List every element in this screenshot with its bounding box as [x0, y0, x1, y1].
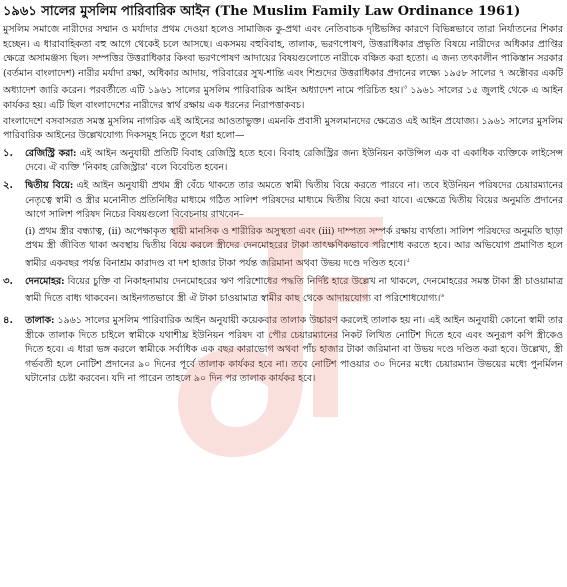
footnote-marker: ৩ — [403, 84, 408, 92]
list-item — [3, 314, 563, 387]
item-label: তালাক: — [25, 315, 55, 327]
item-body — [25, 147, 563, 176]
item-text: এই আইন অনুযায়ী প্রতিটি বিবাহ রেজিস্ট্রি হতে হবে। বিবাহ রেজিস্ট্রির জন্য ইউনিয়ন কাউন্সিল এক বা একাধিক ব্যক্তিকে লাইসেন্স দেবে। ঐ ব্যক্তি 'নিকাহ রেজিস্ট্রার' বলে বিবেচিত হবেন। — [25, 147, 563, 174]
footnote-marker: ৫ — [405, 257, 410, 265]
item-text: বিয়ের চুক্তি বা নিকাহনামায় দেনমোহরের ঋণ পরিশোধের পদ্ধতি নির্দিষ্ট হারে উল্লেখ না থাকলে, দেনমোহরের সমস্ত টাকা স্ত্রী চাওয়ামাত্র স্বামী দিতে বাধ্য থাকবেন। আইনগতভাবে স্ত্রী ঐ টাকা চাওয়ামাত্র স্বামীর কাছ থেকে আদায়যোগ্য বা পরিশোধযোগ্য। — [25, 275, 563, 305]
item-body — [25, 179, 563, 272]
scope-paragraph: বাংলাদেশে বসবাসরত সমস্ত মুসলিম নাগরিক এই আইনের আওতাভুক্ত। এমনকি প্রবাসী মুসলমানদের ক্ষেত্রেও এই আইন প্রযোজ্য। ১৯৬১ সালের মুসলিম পারিবারিক আইনের উল্লেখযোগ্য দিকসমূহ নিচে তুলে ধরা হলো— — [3, 115, 563, 142]
item-number: ৩. — [3, 275, 13, 287]
item-text: এই আইন অনুযায়ী প্রথম স্ত্রী বেঁচে থাকতে তার অমতে স্বামী দ্বিতীয় বিয়ে করতে পারবে না। তবে ইউনিয়ন পরিষদের চেয়ারম্যানের নেতৃত্বে স্বামী ও স্ত্রীর মনোনীত প্রতিনিধির মাধ্যমে গঠিত সালিশ পরিষদের মাধ্যমে দ্বিতীয় বিয়ে করা যাবে। এক্ষেত্রে দ্বিতীয় বিয়ের অনুমতি প্রদানের আগে সালিশ পরিষদ নিচের বিষয়গুলো বিবেচনায় রাখবেন– — [25, 180, 563, 221]
item-subtext: (i) প্রথম স্ত্রীর বন্ধ্যাত্ব, (ii) অপেক্ষাকৃত স্থায়ী মানসিক ও শারীরিক অসুস্থতা এবং (iii) দাম্পত্য সম্পর্ক রক্ষায় ব্যর্থতা। সালিশ পরিষদের অনুমতি ছাড়া প্রথম স্ত্রী জীবিত থাকা অবস্থায় দ্বিতীয় বিয়ে করলে স্ত্রীদের দেনমোহরের টাকা তাৎক্ষণিকভাবে পরিশোধ করতে হবে। আর অভিযোগ প্রমাণিত হলে স্বামীর একবছর পর্যন্ত বিনাশ্রম কারাদণ্ড বা দশ হাজার টাকা পর্যন্ত জরিমানা অথবা উভয় দণ্ডে দণ্ডিত হবে। — [25, 225, 563, 270]
item-label: দ্বিতীয় বিয়ে: — [25, 180, 74, 192]
item-text: ১৯৬১ সালের মুসলিম পারিবারিক আইন অনুযায়ী কয়েকবার তালাক উচ্চারণ করলেই তালাক হয় না। এই আইন অনুযায়ী কোনো স্বামী তার স্ত্রীকে তালাক দিতে চাইলে স্বামীকে যথাশীঘ্র ইউনিয়ন পরিষদ বা পৌর চেয়ারম্যানের নিকট লিখিত নোটিশ দিতে হবে এবং অনুরূপ কপি স্ত্রীকেও দিতে হবে। এ ধারা ভঙ্গ করলে স্বামীকে সর্বাধিক এক বছর কারাভোগ অথবা পাঁচ হাজার টাকা জরিমানা বা উভয় দণ্ডে দণ্ডিত করা হবে। উল্লেখ্য, স্ত্রী গর্ভবতী হলে নোটিশ প্রদানের ৯০ দিনের পূর্বে তালাক কার্যকর হবে না। তবে নোটিশ পাওয়ার ৩০ দিনের মধ্যে চেয়ারম্যান উভয়ের মধ্যে পুনর্মিলন ঘটানোর চেষ্টা করবেন। যদি না পারেন তাহলে ৯০ দিন পর তালাক কার্যকর হবে। — [25, 315, 563, 385]
intro-text: মুসলিম সমাজে নারীদের সম্মান ও মর্যাদার প্রথম দেওয়া হলেও সামাজিক কু-প্রথা এবং নেতিবাচক দৃষ্টিভঙ্গির কারণে বিভিন্নভাবে তারা নির্যাতনের শিকার হচ্ছেন। এ ধারাবাহিকতা বহু আগে থেকেই চলে আসছে। একসময় বহুবিবাহ, তালাক, ভরণপোষণ, উত্তরাধিকার প্রভৃতি বিষয়ে নারীদের অধিকার প্রাপ্তির ক্ষেত্রে অসামঞ্জস্য ছিল। সম্পত্তির উত্তরাধিকার কিংবা ভরণপোষণ আদায়ের বিষয়গুলোতে নারীকে বঞ্চিত করা হতো। এ জন্য তৎকালীন পাকিস্তান সরকার (বর্তমান বাংলাদেশ) নারীর মর্যাদা রক্ষা, অধিকার আদায়, পরিবারের সুখ-শান্তি এবং শিশুদের উত্তরাধিকার প্রদানের লক্ষ্যে ১৯৫৮ সালের ৭ অক্টোবর একটি অধ্যাদেশ জারি করেন। পরবর্তীতে এটি ১৯৬১ সালের মুসলিম পারিবারিক আইন অধ্যাদেশ নামে পরিচিত হয়। — [3, 24, 563, 97]
item-number: ১. — [3, 147, 13, 159]
list-item — [3, 275, 563, 307]
item-paragraph — [25, 179, 563, 223]
item-subparagraph — [25, 225, 563, 272]
intro-paragraph — [3, 23, 563, 114]
item-label: রেজিস্ট্রি করা: — [25, 147, 77, 159]
item-body — [25, 314, 563, 387]
item-body — [25, 275, 563, 307]
intro-tail: ১৯৬১ সালের ১৫ জুলাই থেকে এ আইন কার্যকর হয়। এটি ছিল বাংলাদেশের নারীদের স্বার্থ রক্ষায় এক ধরনের নিরাপত্তাকবচ। — [3, 85, 563, 112]
footnote-marker: ৬ — [440, 292, 445, 300]
list-item — [3, 179, 563, 272]
item-label: দেনমোহর: — [25, 275, 65, 287]
item-number: ২. — [3, 180, 13, 192]
page-title — [3, 2, 563, 22]
title-english: (The Muslim Family Law Ordinance 1961) — [214, 4, 521, 19]
list-item — [3, 147, 563, 176]
document-page — [3, 2, 563, 585]
item-number: ৪. — [3, 315, 13, 327]
title-bengali: ১৯৬১ সালের মুসলিম পারিবারিক আইন — [3, 4, 210, 19]
